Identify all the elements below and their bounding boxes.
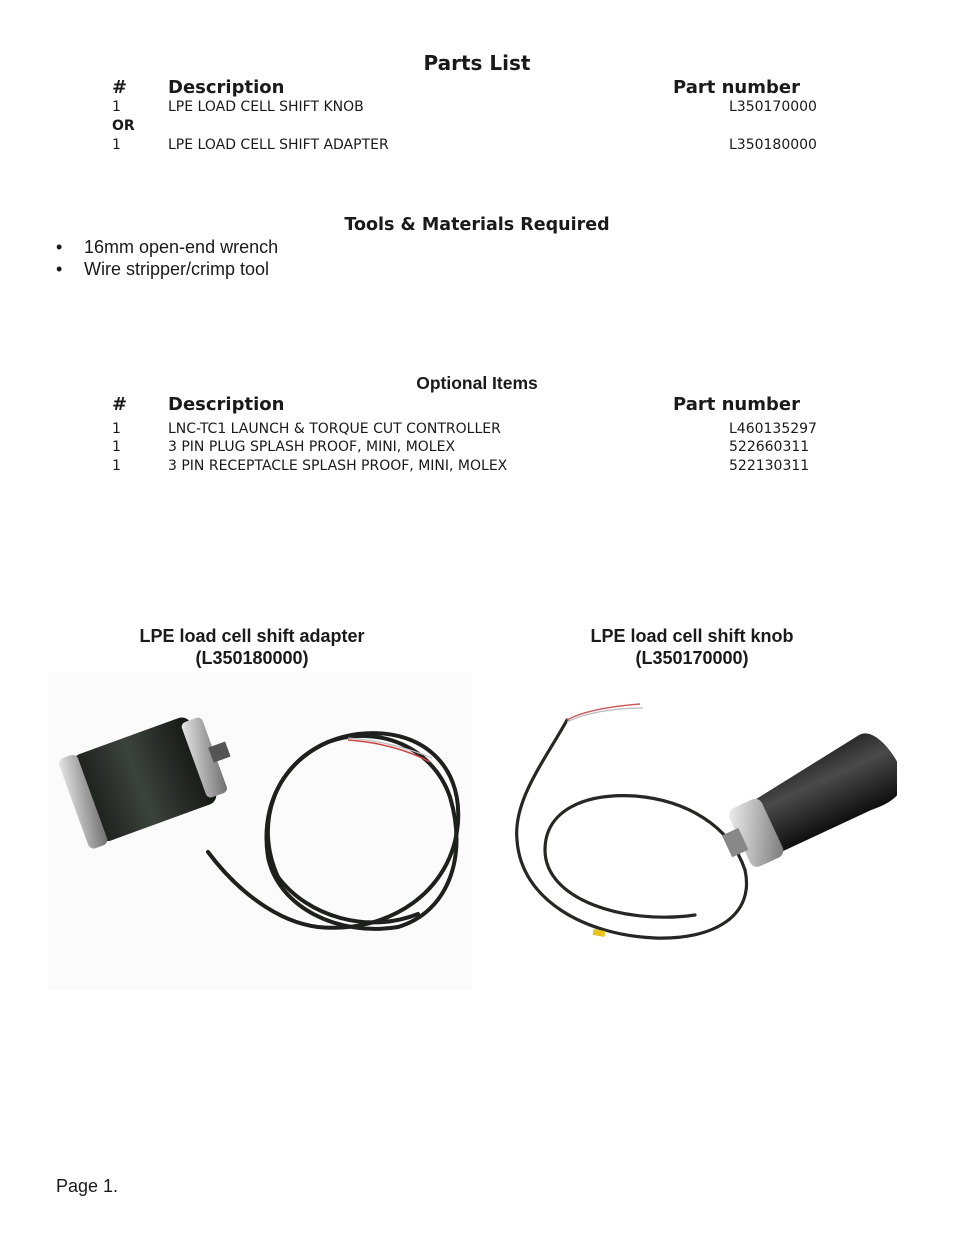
adapter-caption (92, 625, 412, 669)
parts-row-2-part: L350180000 (729, 137, 817, 153)
adapter-caption-line-2: (L350180000) (195, 648, 309, 668)
optional-row-3-part: 522130311 (729, 458, 810, 474)
parts-col-desc-header: Description (168, 77, 285, 98)
tools-item-2-text: Wire stripper/crimp tool (84, 259, 270, 279)
optional-row-2-num: 1 (112, 439, 121, 455)
adapter-photo (48, 672, 472, 990)
optional-row-3-desc: 3 PIN RECEPTACLE SPLASH PROOF, MINI, MOLEX (168, 458, 508, 474)
knob-photo (505, 700, 897, 962)
parts-col-num-header: # (112, 77, 128, 98)
page-number: Page 1. (56, 1176, 119, 1196)
bullet-icon: • (56, 259, 63, 279)
knob-caption-line-2: (L350170000) (635, 648, 749, 668)
optional-col-part-header: Part number (673, 394, 800, 415)
optional-row-1-part: L460135297 (729, 421, 817, 437)
optional-row-2-desc: 3 PIN PLUG SPLASH PROOF, MINI, MOLEX (168, 439, 456, 455)
optional-items-title: Optional Items (416, 373, 538, 393)
parts-row-2-desc: LPE LOAD CELL SHIFT ADAPTER (168, 137, 389, 153)
parts-or-label: OR (112, 118, 135, 134)
knob-caption-line-1: LPE load cell shift knob (590, 626, 794, 646)
parts-row-1-part: L350170000 (729, 99, 817, 115)
optional-row-3-num: 1 (112, 458, 121, 474)
tools-title: Tools & Materials Required (344, 215, 610, 235)
optional-row-2-part: 522660311 (729, 439, 810, 455)
tools-item-1-text: 16mm open-end wrench (84, 237, 279, 257)
parts-row-1-desc: LPE LOAD CELL SHIFT KNOB (168, 99, 364, 115)
adapter-caption-line-1: LPE load cell shift adapter (139, 626, 365, 646)
parts-row-1-num: 1 (112, 99, 121, 115)
knob-caption (532, 625, 852, 669)
optional-row-1-desc: LNC-TC1 LAUNCH & TORQUE CUT CONTROLLER (168, 421, 501, 437)
parts-row-2-num: 1 (112, 137, 121, 153)
optional-col-desc-header: Description (168, 394, 285, 415)
tools-item-2 (56, 259, 269, 280)
bullet-icon: • (56, 237, 63, 257)
optional-row-1-num: 1 (112, 421, 121, 437)
parts-list-title: Parts List (423, 51, 531, 75)
parts-col-part-header: Part number (673, 77, 800, 98)
tools-item-1 (56, 237, 278, 258)
optional-col-num-header: # (112, 394, 128, 415)
